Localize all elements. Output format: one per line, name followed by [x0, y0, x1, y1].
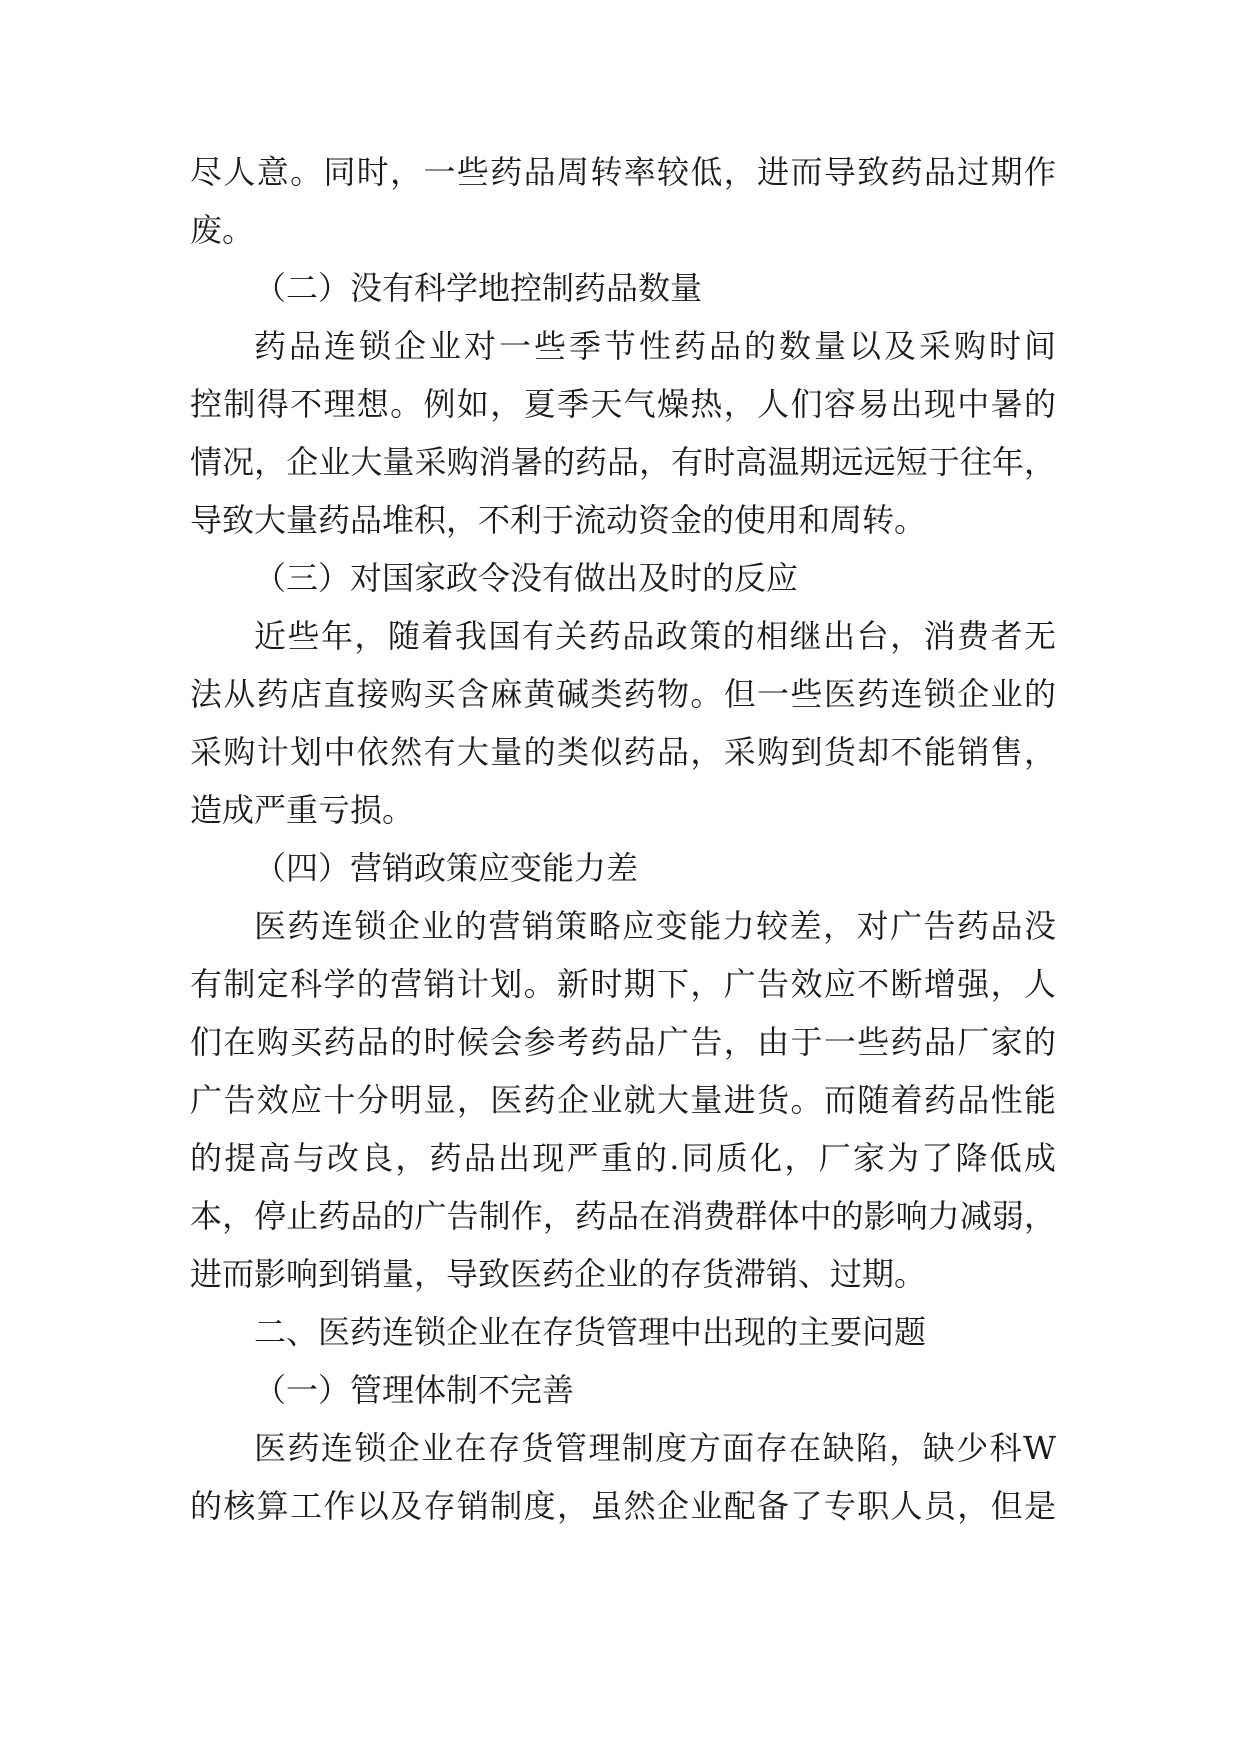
text-line: 有制定科学的营销计划。新时期下，广告效应不断增强，人 [190, 965, 1056, 1003]
text-line: 药品连锁企业对一些季节性药品的数量以及采购时间 [254, 327, 1056, 365]
text-line: 医药连锁企业的营销策略应变能力较差，对广告药品没 [254, 907, 1056, 945]
text-line: 广告效应十分明显，医药企业就大量进货。而随着药品性能 [190, 1081, 1056, 1119]
document-page [190, 143, 1056, 1535]
section-heading: （一）管理体制不完善 [254, 1371, 575, 1409]
text-line: 进而影响到销量，导致医药企业的存货滞销、过期。 [190, 1255, 927, 1293]
text-line: 造成严重亏损。 [190, 791, 415, 829]
section-heading: （四）营销政策应变能力差 [254, 849, 639, 887]
text-line: 控制得不理想。例如，夏季天气燥热，人们容易出现中暑的 [190, 385, 1056, 423]
text-line: 近些年，随着我国有关药品政策的相继出台，消费者无 [254, 617, 1056, 655]
chapter-heading: 二、医药连锁企业在存货管理中出现的主要问题 [254, 1313, 927, 1351]
text-line: 导致大量药品堆积，不利于流动资金的使用和周转。 [190, 501, 927, 539]
text-line: 医药连锁企业在存货管理制度方面存在缺陷，缺少科W [254, 1429, 1056, 1467]
text-line: 的核算工作以及存销制度，虽然企业配备了专职人员，但是 [190, 1487, 1056, 1525]
text-line: 们在购买药品的时候会参考药品广告，由于一些药品厂家的 [190, 1023, 1056, 1061]
text-line: 废。 [190, 211, 255, 249]
text-line: 法从药店直接购买含麻黄碱类药物。但一些医药连锁企业的 [190, 675, 1056, 713]
text-line: 尽人意。同时，一些药品周转率较低，进而导致药品过期作 [190, 153, 1056, 191]
section-heading: （三）对国家政令没有做出及时的反应 [254, 559, 799, 597]
text-line: 情况，企业大量采购消暑的药品，有时高温期远远短于往年， [190, 443, 1056, 481]
text-line: 本，停止药品的广告制作，药品在消费群体中的影响力减弱， [190, 1197, 1056, 1235]
text-line: 采购计划中依然有大量的类似药品，采购到货却不能销售， [190, 733, 1056, 771]
section-heading: （二）没有科学地控制药品数量 [254, 269, 703, 307]
text-line: 的提高与改良，药品出现严重的.同质化，厂家为了降低成 [190, 1139, 1056, 1177]
